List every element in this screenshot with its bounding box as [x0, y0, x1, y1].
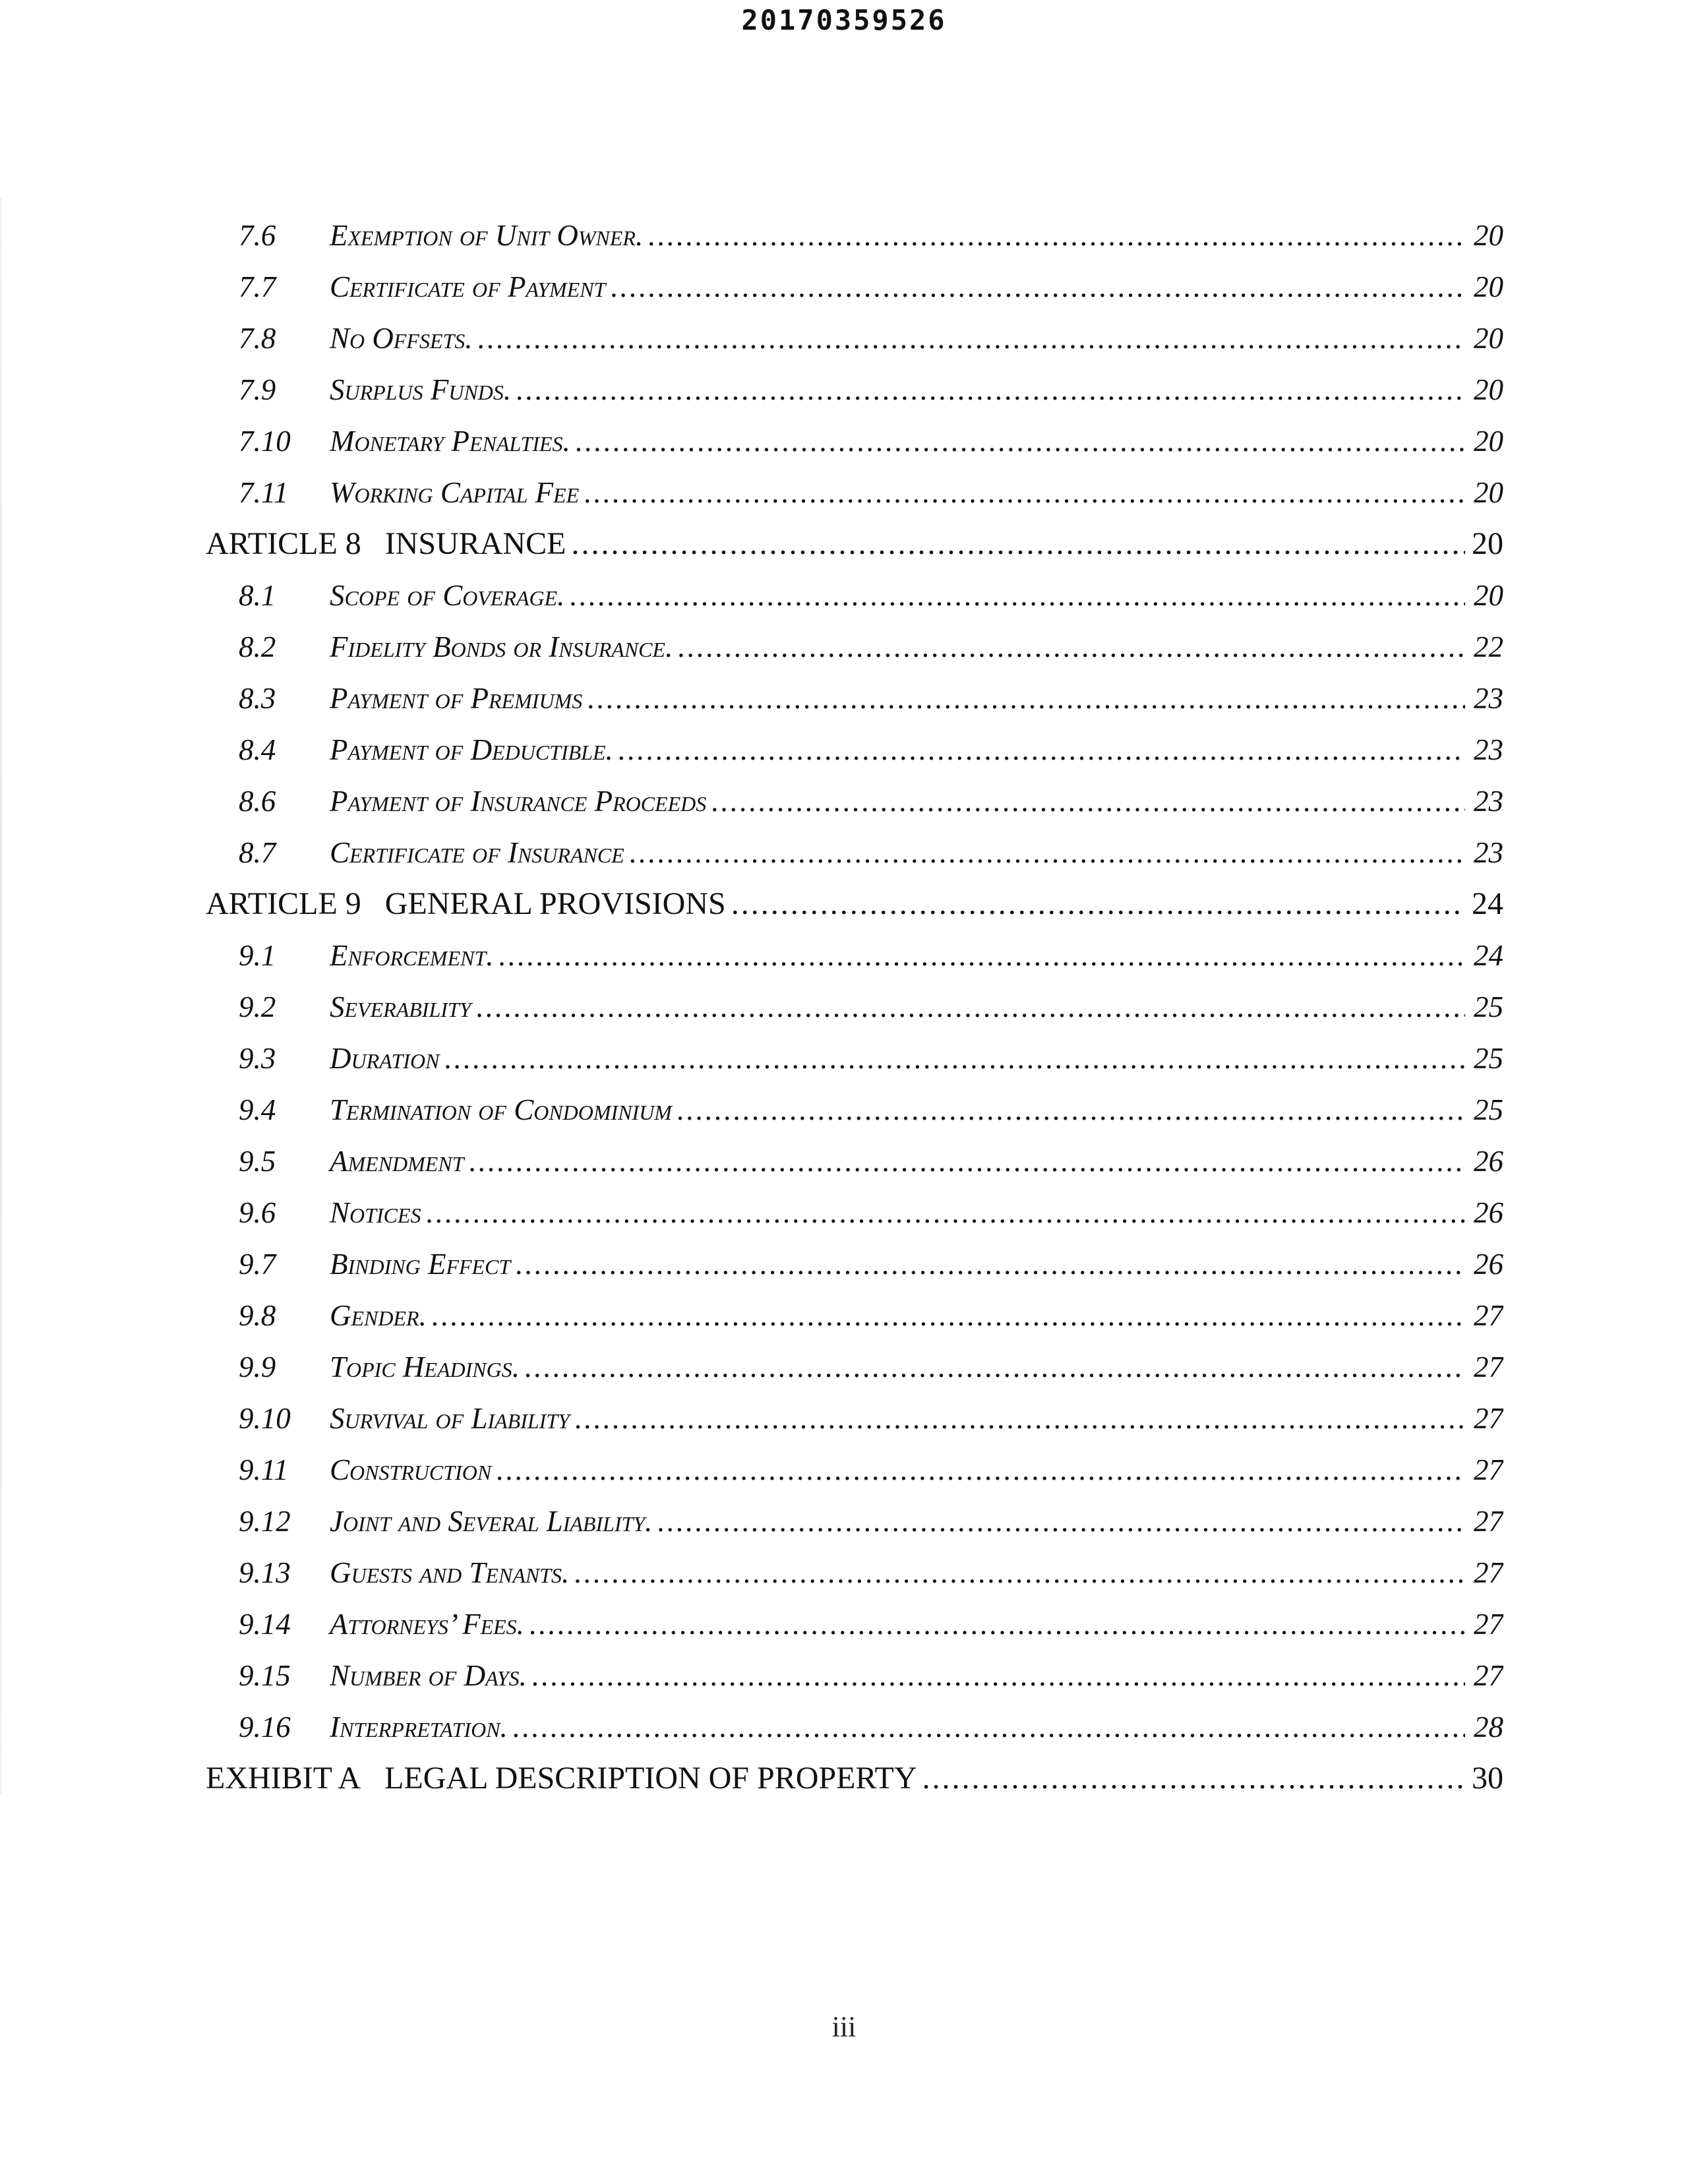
toc-section-title: Binding Effect — [330, 1248, 511, 1281]
toc-section-row — [206, 364, 1503, 415]
toc-section-title: Scope of Coverage. — [330, 579, 565, 612]
toc-section-row — [206, 1444, 1503, 1496]
toc-section-row — [206, 1238, 1503, 1290]
toc-page-number: 27 — [1474, 1505, 1503, 1538]
toc-section-number: 7.9 — [239, 373, 276, 406]
toc-section-number: 9.13 — [239, 1556, 291, 1589]
toc-section-title: Attorneys’ Fees. — [330, 1608, 524, 1641]
toc-section-number: 7.6 — [239, 219, 276, 252]
toc-section-title: Interpretation. — [330, 1711, 508, 1744]
toc-section-number: 9.7 — [239, 1248, 276, 1281]
toc-section-title: Enforcement. — [330, 939, 494, 972]
toc-page-number: 27 — [1474, 1453, 1503, 1486]
toc-section-number: 9.16 — [239, 1711, 291, 1744]
toc-section-number: 9.5 — [239, 1145, 276, 1178]
toc-dot-leader — [525, 1341, 1465, 1393]
toc-section-title: Duration — [330, 1042, 440, 1075]
toc-section-number: 8.2 — [239, 630, 276, 663]
toc-section-number: 9.2 — [239, 990, 276, 1023]
toc-dot-leader — [529, 1598, 1465, 1650]
toc-dot-leader — [584, 467, 1465, 518]
toc-section-row — [206, 930, 1503, 981]
toc-page-number: 23 — [1474, 785, 1503, 818]
toc-page-number: 20 — [1474, 270, 1503, 303]
toc-section-row — [206, 313, 1503, 364]
toc-section-title: Certificate of Insurance — [330, 836, 624, 869]
toc-article-number: ARTICLE 8 — [206, 526, 361, 561]
toc-section-title: No Offsets. — [330, 322, 473, 355]
toc-section-title: Surplus Funds. — [330, 373, 512, 406]
toc-section-row — [206, 467, 1503, 518]
toc-article-number: EXHIBIT A — [206, 1761, 361, 1796]
toc-dot-leader — [571, 518, 1465, 570]
toc-section-row — [206, 1701, 1503, 1753]
toc-section-title: Fidelity Bonds or Insurance. — [330, 630, 673, 663]
toc-page-number: 20 — [1474, 219, 1503, 252]
toc-section-number: 9.11 — [239, 1453, 289, 1486]
toc-dot-leader — [516, 1238, 1465, 1290]
toc-section-number: 9.12 — [239, 1505, 291, 1538]
toc-dot-leader — [476, 981, 1465, 1033]
toc-page-number: 25 — [1474, 1042, 1503, 1075]
toc-section-row — [206, 827, 1503, 878]
toc-section-title: Payment of Premiums — [330, 682, 583, 715]
toc-page-number: 27 — [1474, 1556, 1503, 1589]
toc-section-title: Payment of Insurance Proceeds — [330, 785, 707, 818]
page-number: iii — [831, 2011, 857, 2043]
toc-article-row — [206, 1753, 1503, 1804]
toc-section-row — [206, 1084, 1503, 1136]
toc-dot-leader — [432, 1290, 1465, 1341]
toc-dot-leader — [570, 570, 1465, 621]
toc-article-title: GENERAL PROVISIONS — [384, 886, 726, 921]
toc-article-row — [206, 878, 1503, 930]
toc-article-number: ARTICLE 9 — [206, 886, 361, 921]
toc-section-number: 9.15 — [239, 1659, 291, 1692]
toc-section-title: Joint and Several Liability. — [330, 1505, 653, 1538]
toc-section-row — [206, 1290, 1503, 1341]
toc-page-number: 23 — [1474, 733, 1503, 766]
toc-page-number: 26 — [1474, 1248, 1503, 1281]
toc-section-title: Working Capital Fee — [330, 476, 580, 509]
toc-dot-leader — [469, 1136, 1466, 1187]
toc-section-number: 8.1 — [239, 579, 276, 612]
toc-page-number: 22 — [1474, 630, 1503, 663]
toc-section-row — [206, 1136, 1503, 1187]
toc-dot-leader — [657, 1496, 1465, 1547]
toc-section-number: 8.6 — [239, 785, 276, 818]
toc-dot-leader — [611, 261, 1465, 313]
toc-article-title: LEGAL DESCRIPTION OF PROPERTY — [384, 1761, 917, 1796]
toc-section-title: Construction — [330, 1453, 492, 1486]
toc-dot-leader — [711, 775, 1465, 827]
toc-section-title: Monetary Penalties. — [330, 425, 570, 458]
toc-page-number: 26 — [1474, 1145, 1503, 1178]
toc-section-row — [206, 673, 1503, 724]
toc-section-title: Termination of Condominium — [330, 1093, 672, 1126]
toc-section-row — [206, 210, 1503, 261]
scan-edge-shadow — [0, 198, 2, 1794]
toc-section-title: Guests and Tenants. — [330, 1556, 570, 1589]
toc-section-row — [206, 570, 1503, 621]
toc-section-row — [206, 1033, 1503, 1084]
toc-page-number: 20 — [1474, 476, 1503, 509]
toc-section-number: 9.6 — [239, 1196, 276, 1229]
toc-section-title: Number of Days. — [330, 1659, 527, 1692]
toc-page-number: 27 — [1474, 1402, 1503, 1435]
toc-dot-leader — [576, 415, 1465, 467]
toc-dot-leader — [678, 621, 1465, 673]
toc-section-number: 7.8 — [239, 322, 276, 355]
toc-page-number: 20 — [1474, 579, 1503, 612]
toc-dot-leader — [731, 878, 1465, 930]
toc-section-row — [206, 1598, 1503, 1650]
toc-page-number: 30 — [1472, 1761, 1503, 1796]
toc-page-number: 20 — [1474, 425, 1503, 458]
toc-section-number: 8.7 — [239, 836, 276, 869]
toc-section-title: Survival of Liability — [330, 1402, 570, 1435]
toc-section-number: 9.10 — [239, 1402, 291, 1435]
toc-dot-leader — [574, 1547, 1465, 1598]
toc-section-title: Payment of Deductible. — [330, 733, 613, 766]
toc-dot-leader — [618, 724, 1465, 775]
toc-dot-leader — [630, 827, 1465, 878]
toc-section-number: 9.9 — [239, 1350, 276, 1383]
toc-page-number: 26 — [1474, 1196, 1503, 1229]
toc-section-row — [206, 261, 1503, 313]
toc-page-number: 27 — [1474, 1608, 1503, 1641]
toc-page-number: 25 — [1474, 1093, 1503, 1126]
toc-page-number: 27 — [1474, 1659, 1503, 1692]
toc-section-title: Notices — [330, 1196, 421, 1229]
toc-section-row — [206, 621, 1503, 673]
toc-section-number: 9.1 — [239, 939, 276, 972]
toc-dot-leader — [532, 1650, 1465, 1701]
toc-dot-leader — [922, 1753, 1465, 1804]
toc-dot-leader — [497, 1444, 1465, 1496]
toc-dot-leader — [648, 210, 1465, 261]
toc-section-number: 7.7 — [239, 270, 276, 303]
toc-section-row — [206, 1341, 1503, 1393]
toc-page-number: 28 — [1474, 1711, 1503, 1744]
toc-section-number: 9.4 — [239, 1093, 276, 1126]
toc-section-row — [206, 1547, 1503, 1598]
toc-dot-leader — [499, 930, 1465, 981]
toc-section-number: 7.10 — [239, 425, 291, 458]
toc-page-number: 27 — [1474, 1350, 1503, 1383]
toc-page-number: 20 — [1474, 322, 1503, 355]
toc-section-title: Exemption of Unit Owner. — [330, 219, 644, 252]
toc-dot-leader — [588, 673, 1465, 724]
toc-page-number: 24 — [1474, 939, 1503, 972]
toc-section-number: 9.3 — [239, 1042, 276, 1075]
toc-dot-leader — [677, 1084, 1465, 1136]
toc-article-title: INSURANCE — [384, 526, 566, 561]
toc-page-number: 20 — [1472, 526, 1503, 561]
toc-section-number: 8.4 — [239, 733, 276, 766]
toc-section-number: 8.3 — [239, 682, 276, 715]
toc-page-number: 24 — [1472, 886, 1503, 921]
toc-section-row — [206, 1187, 1503, 1238]
toc-dot-leader — [426, 1187, 1465, 1238]
toc-dot-leader — [444, 1033, 1465, 1084]
toc-page-number: 27 — [1474, 1299, 1503, 1332]
toc-section-row — [206, 415, 1503, 467]
toc-section-title: Severability — [330, 990, 471, 1023]
toc-page-number: 25 — [1474, 990, 1503, 1023]
toc-section-row — [206, 1496, 1503, 1547]
toc-article-row — [206, 518, 1503, 570]
toc-section-title: Amendment — [330, 1145, 464, 1178]
document-number: 20170359526 — [741, 4, 947, 36]
toc-section-row — [206, 775, 1503, 827]
toc-page-number: 20 — [1474, 373, 1503, 406]
toc-section-number: 7.11 — [239, 476, 289, 509]
toc-dot-leader — [513, 1701, 1465, 1753]
toc-page-number: 23 — [1474, 836, 1503, 869]
toc-section-row — [206, 981, 1503, 1033]
toc-section-row — [206, 1650, 1503, 1701]
toc-section-row — [206, 724, 1503, 775]
toc-section-title: Topic Headings. — [330, 1350, 520, 1383]
toc-dot-leader — [516, 364, 1465, 415]
toc-section-row — [206, 1393, 1503, 1444]
toc-section-number: 9.14 — [239, 1608, 291, 1641]
toc-section-number: 9.8 — [239, 1299, 276, 1332]
toc-dot-leader — [575, 1393, 1465, 1444]
toc-section-title: Certificate of Payment — [330, 270, 606, 303]
table-of-contents — [206, 210, 1503, 1804]
toc-section-title: Gender. — [330, 1299, 427, 1332]
toc-dot-leader — [478, 313, 1465, 364]
toc-page-number: 23 — [1474, 682, 1503, 715]
